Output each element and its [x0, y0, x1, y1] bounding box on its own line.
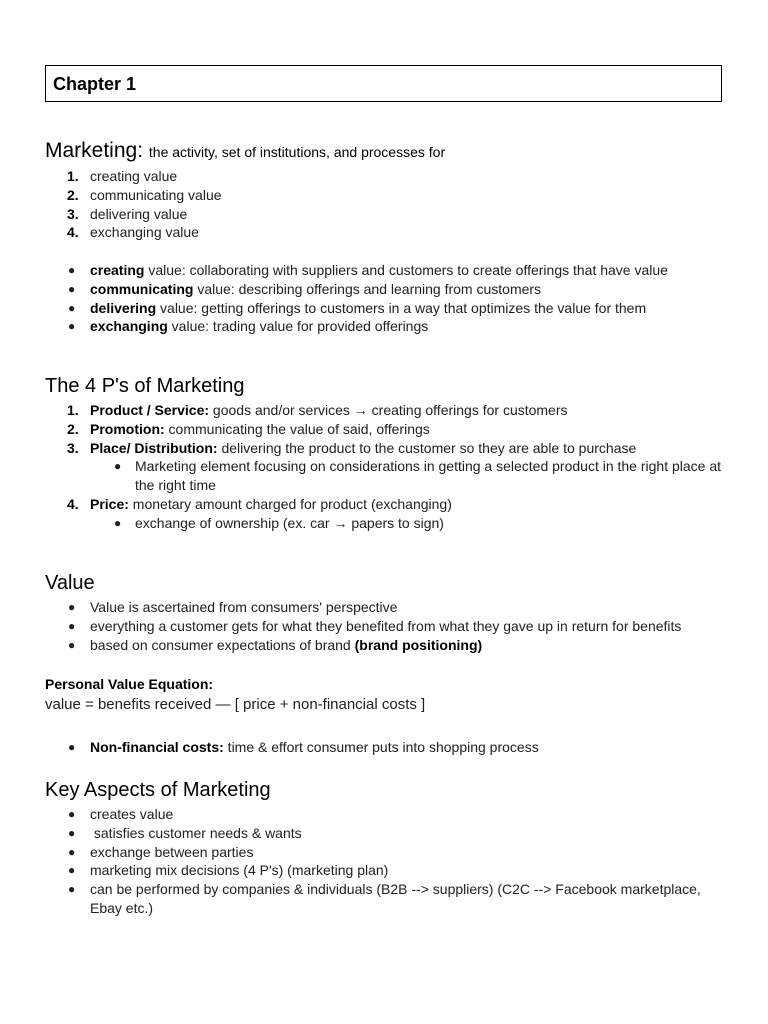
- four-ps-heading: The 4 P's of Marketing: [45, 375, 245, 397]
- marketing-bullet-list: [45, 261, 668, 336]
- list-item: ● exchanging value: trading value for provided offerings: [68, 318, 429, 335]
- list-item: ● based on consumer expectations of brand (brand positioning): [68, 636, 483, 653]
- list-item: ● exchange between parties: [68, 843, 254, 860]
- bullet-icon: ●: [68, 637, 76, 652]
- list-item: Ebay etc.): [90, 899, 154, 916]
- key-aspects-list: [45, 805, 701, 918]
- marketing-term: Marketing:: [45, 139, 144, 162]
- value-bullet-list: [45, 598, 681, 654]
- bullet-icon: ●: [68, 263, 76, 277]
- key-aspects-heading: Key Aspects of Marketing: [45, 779, 271, 801]
- bullet-icon: ●: [68, 807, 76, 821]
- marketing-definition: [45, 139, 445, 163]
- bullet-icon: ●: [68, 740, 76, 754]
- list-item: 4. Price: monetary amount charged for product (exchanging): [67, 495, 452, 512]
- four-ps-list: [45, 401, 721, 533]
- nonfinancial-list: [45, 738, 539, 757]
- value-equation: value = benefits received — [ price + non-financial costs ]: [45, 696, 426, 713]
- equation-label: Personal Value Equation:: [45, 676, 214, 692]
- bullet-icon: ●: [114, 459, 122, 474]
- chapter-title: Chapter 1: [45, 65, 722, 102]
- list-item: ● Non-financial costs: time & effort consumer puts into shopping process: [68, 739, 539, 755]
- list-item: ● delivering value: getting offerings to customers in a way that optimizes the value for them: [68, 299, 647, 316]
- list-item: 4. exchanging value: [67, 224, 199, 241]
- bullet-icon: ●: [68, 844, 76, 859]
- list-item: 2. Promotion: communicating the value of said, offerings: [67, 420, 430, 437]
- bullet-icon: ●: [68, 882, 76, 897]
- list-item: 2. communicating value: [67, 186, 222, 203]
- list-item: 3. Place/ Distribution: delivering the product to the customer so they are able to purchase: [67, 439, 637, 456]
- marketing-numbered-list: [45, 167, 222, 242]
- list-item: 1. creating value: [67, 168, 178, 184]
- bullet-icon: ●: [68, 600, 76, 614]
- list-item: ● exchange of ownership (ex. car → papers to sign): [114, 514, 444, 531]
- list-item: the right time: [135, 477, 216, 494]
- bullet-icon: ●: [68, 300, 76, 315]
- list-item: ● marketing mix decisions (4 P's) (marketing plan): [68, 862, 389, 879]
- list-item: ● creates value: [68, 806, 174, 822]
- list-item: 3. delivering value: [67, 205, 188, 222]
- bullet-icon: ●: [68, 825, 76, 840]
- marketing-definition-text: the activity, set of institutions, and processes for: [148, 144, 446, 160]
- bullet-icon: ●: [68, 618, 76, 633]
- list-item: ● Marketing element focusing on considerations in getting a selected product in the right place at: [114, 458, 722, 475]
- bullet-icon: ●: [68, 863, 76, 878]
- value-heading: Value: [45, 572, 95, 594]
- bullet-icon: ●: [68, 319, 76, 334]
- list-item: ● can be performed by companies & individuals (B2B --> suppliers) (C2C --> Facebook marketplace,: [68, 881, 701, 898]
- list-item: ● everything a customer gets for what they benefited from what they gave up in return for benefits: [68, 617, 682, 634]
- list-item: ● creating value: collaborating with suppliers and customers to create offerings that have value: [68, 262, 668, 278]
- list-item: 1. Product / Service: goods and/or services → creating offerings for customers: [67, 402, 568, 418]
- list-item: ● communicating value: describing offerings and learning from customers: [68, 280, 542, 297]
- bullet-icon: ●: [68, 281, 76, 296]
- list-item: ● satisfies customer needs & wants: [68, 824, 302, 841]
- list-item: ● Value is ascertained from consumers' perspective: [68, 599, 398, 615]
- bullet-icon: ●: [114, 515, 122, 530]
